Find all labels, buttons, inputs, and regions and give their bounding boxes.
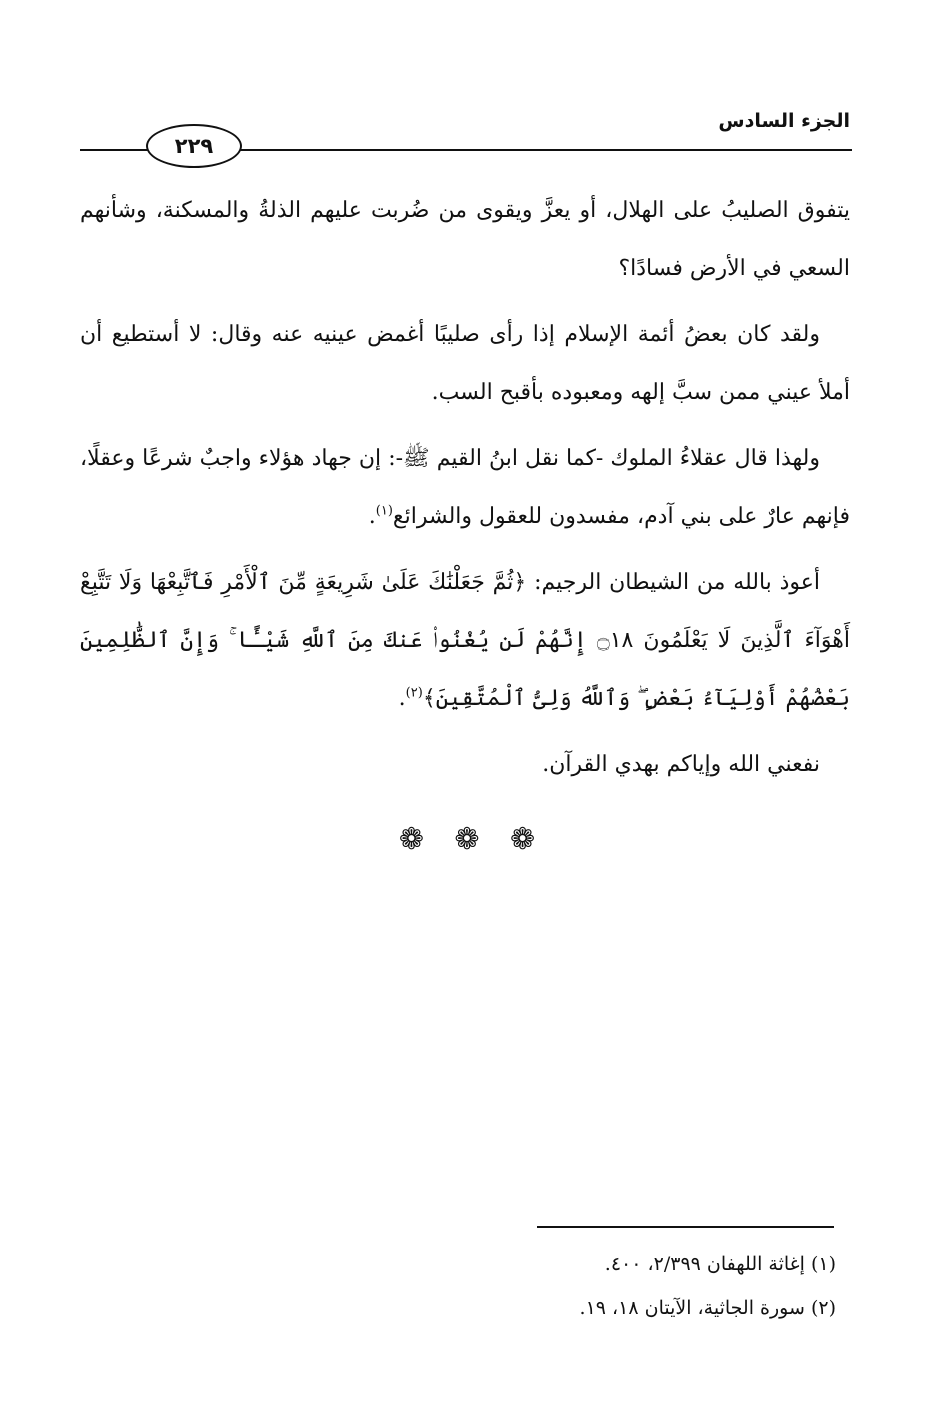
paragraph-5: نفعني الله وإياكم بهدي القرآن. xyxy=(542,752,820,777)
flower-ornament-icon: ❁ xyxy=(509,822,546,857)
paragraph-4-end: . xyxy=(398,686,406,711)
running-head: الجزء السادس xyxy=(718,110,850,132)
isti-adha: أعوذ بالله من الشيطان الرجيم: xyxy=(534,570,820,595)
paragraph-3-text: ولهذا قال عقلاءُ الملوك -كما نقل ابنُ القيم ﷺ-: إن جهاد هؤلاء واجبٌ شرعًا وعقلًا، فإنهم عارٌ على بني آدم، مفسدون للعقول والشرائع xyxy=(80,446,850,529)
footnote-separator xyxy=(537,1226,834,1228)
flower-ornament-icon: ❁ xyxy=(398,822,435,857)
paragraph-1: يتفوق الصليبُ على الهلال، أو يعزَّ ويقوى من ضُربت عليهم الذلةُ والمسكنة، وشأنهم السعي في الأرض فسادًا؟ xyxy=(80,198,850,281)
paragraph-3 xyxy=(80,430,850,546)
footnote-2: (٢) سورة الجاثية، الآيتان ١٨، ١٩. xyxy=(579,1297,836,1319)
footnote-1: (١) إغاثة اللهفان ٢/٣٩٩، ٤٠٠. xyxy=(604,1253,836,1275)
footnote-marker-1: (١) xyxy=(375,503,393,519)
section-divider xyxy=(0,822,944,857)
paragraph-3-end: . xyxy=(368,504,376,529)
paragraph-2: ولقد كان بعضُ أئمة الإسلام إذا رأى صليبًا أغمض عينيه عنه وقال: لا أستطيع أن أملأ عيني ممن سبَّ إلهه ومعبوده بأقبح السب. xyxy=(80,322,850,405)
page-header xyxy=(80,108,852,158)
paragraph-4 xyxy=(80,554,850,728)
page-number: ٢٢٩ xyxy=(146,124,242,168)
footnote-marker-2: (٢) xyxy=(405,685,423,701)
main-text xyxy=(80,182,850,802)
footnotes xyxy=(416,1242,836,1330)
flower-ornament-icon: ❁ xyxy=(454,822,490,857)
quran-verse: ﴿ثُمَّ جَعَلْنَٰكَ عَلَىٰ شَرِيعَةٍ مِّنَ ٱلْأَمْرِ فَٱتَّبِعْهَا وَلَا تَتَّبِعْ أَهْوَآءَ ٱلَّذِينَ لَا يَعْلَمُونَ ۝١٨ إِنَّهُمْ لَن يُغْنُوا۟ عَنكَ مِنَ ٱللَّهِ شَيْـًٔا ۚ وَإِنَّ ٱلظَّٰلِمِينَ بَعْضُهُمْ أَوْلِيَآءُ بَعْضٍ ۖ وَٱللَّهُ وَلِىُّ ٱلْمُتَّقِينَ﴾ xyxy=(80,570,851,711)
